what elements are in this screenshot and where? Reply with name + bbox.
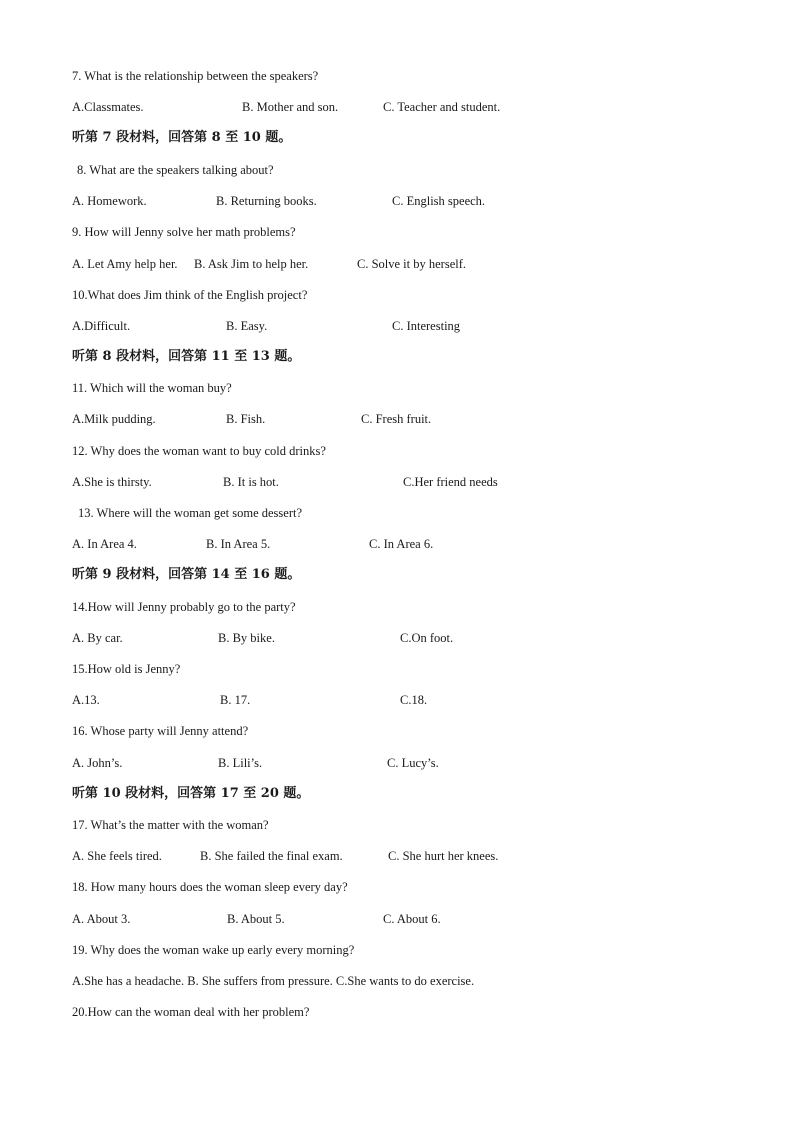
option-b: B. By bike. [218, 631, 275, 645]
question-16: 16. Whose party will Jenny attend? [72, 724, 249, 738]
option-a: A. In Area 4. [72, 537, 137, 551]
section-heading-14-16: 听第 9 段材料，回答第 14 至 16 题。 [72, 567, 301, 582]
option-a: A. Let Amy help her. [72, 257, 178, 271]
option-b: B. Returning books. [216, 194, 317, 208]
option-b: B. Lili’s. [218, 756, 263, 770]
option-a: A.She is thirsty. [72, 475, 152, 489]
option-c: C. About 6. [383, 912, 441, 926]
option-b: B. Fish. [226, 412, 266, 426]
question-18: 18. How many hours does the woman sleep every day? [72, 880, 348, 894]
section-heading-11-13: 听第 8 段材料，回答第 11 至 13 题。 [72, 349, 301, 364]
option-c: C.18. [400, 693, 428, 707]
question-12: 12. Why does the woman want to buy cold drinks? [72, 444, 326, 458]
question-10: 10.What does Jim think of the English project? [72, 288, 308, 302]
option-b: B. 17. [220, 693, 251, 707]
option-a: A. By car. [72, 631, 123, 645]
option-c: C. Lucy’s. [387, 756, 439, 770]
option-c: C. In Area 6. [369, 537, 434, 551]
option-b: B. Easy. [226, 319, 268, 333]
option-a: A. About 3. [72, 912, 131, 926]
option-a: A. John’s. [72, 756, 123, 770]
question-20: 20.How can the woman deal with her problem? [72, 1005, 310, 1019]
question-15: 15.How old is Jenny? [72, 662, 181, 676]
options-19: A.She has a headache. B. She suffers from pressure. C.She wants to do exercise. [72, 974, 475, 988]
option-c: C. Fresh fruit. [361, 412, 432, 426]
option-b: B. Ask Jim to help her. [194, 257, 309, 271]
question-7: 7. What is the relationship between the speakers? [72, 69, 319, 83]
option-c: C. She hurt her knees. [388, 849, 499, 863]
option-a: A.13. [72, 693, 100, 707]
section-heading-17-20: 听第 10 段材料，回答第 17 至 20 题。 [72, 786, 310, 801]
option-c: C. Solve it by herself. [357, 257, 467, 271]
option-a: A. She feels tired. [72, 849, 162, 863]
option-b: B. It is hot. [223, 475, 279, 489]
option-c: C. Teacher and student. [383, 100, 501, 114]
question-11: 11. Which will the woman buy? [72, 381, 232, 395]
option-b: B. Mother and son. [242, 100, 339, 114]
option-c: C. Interesting [392, 319, 461, 333]
option-a: A. Homework. [72, 194, 147, 208]
question-13: 13. Where will the woman get some dessert? [78, 506, 303, 520]
question-8: 8. What are the speakers talking about? [77, 163, 274, 177]
option-b: B. About 5. [227, 912, 285, 926]
option-c: C.On foot. [400, 631, 454, 645]
option-b: B. She failed the final exam. [200, 849, 343, 863]
section-heading-8-10: 听第 7 段材料，回答第 8 至 10 题。 [72, 130, 292, 145]
question-17: 17. What’s the matter with the woman? [72, 818, 269, 832]
option-a: A.Milk pudding. [72, 412, 156, 426]
option-a: A.Difficult. [72, 319, 131, 333]
option-a: A.Classmates. [72, 100, 144, 114]
option-b: B. In Area 5. [206, 537, 271, 551]
question-9: 9. How will Jenny solve her math problems? [72, 225, 296, 239]
question-14: 14.How will Jenny probably go to the party? [72, 600, 296, 614]
question-19: 19. Why does the woman wake up early every morning? [72, 943, 355, 957]
option-c: C. English speech. [392, 194, 486, 208]
option-c: C.Her friend needs [403, 475, 498, 489]
